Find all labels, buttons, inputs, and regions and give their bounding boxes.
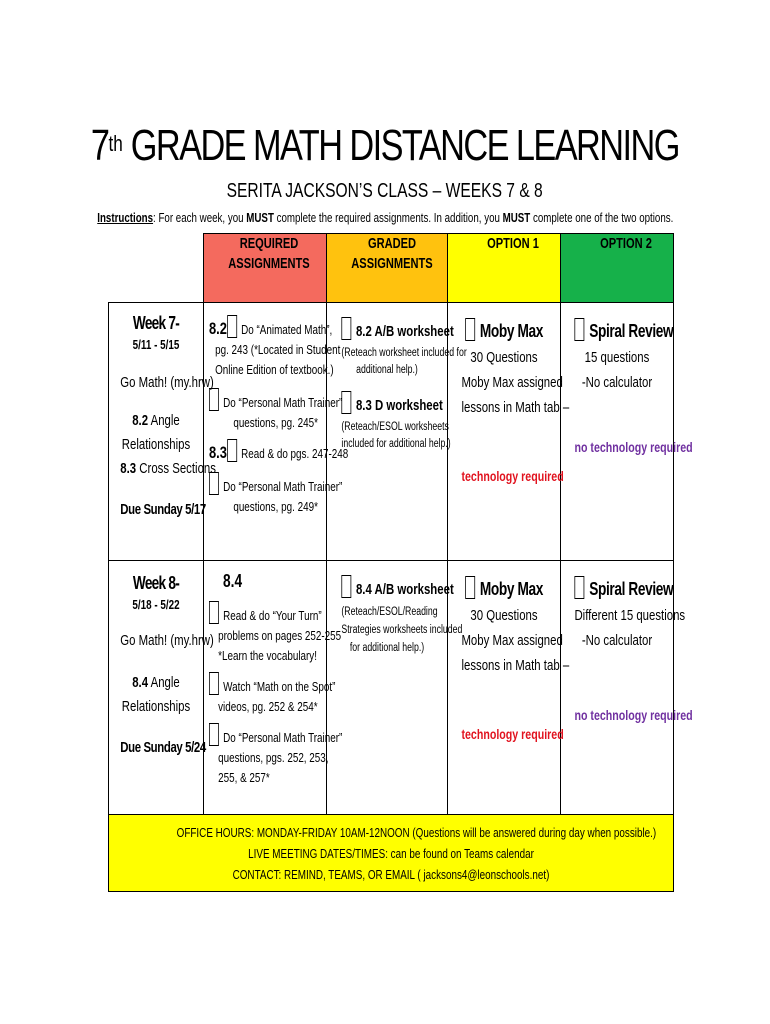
week-7-info-cell	[109, 303, 216, 561]
week-7-option-2-line-2: -No calculator	[581, 374, 653, 391]
checkbox-icon	[574, 576, 584, 599]
week-7-item-4-line-2: questions, pg. 249*	[233, 499, 318, 514]
week-8-item-1-line-1: Read & do “Your Turn”	[223, 608, 322, 623]
week-8-topic-1-number: 8.4	[132, 674, 149, 691]
week-7-worksheet-2	[341, 391, 443, 419]
week-7-option-2-title-text: Spiral Review	[589, 321, 674, 341]
assignment-table	[108, 233, 693, 892]
checkbox-icon	[227, 439, 237, 462]
week-8-technology-required: technology required	[461, 726, 564, 742]
week-8-resource: Go Math! (my.hrw)	[120, 632, 214, 649]
week-7-dates: 5/11 - 5/15	[132, 337, 180, 352]
week-7-item-3-number: 8.3	[209, 443, 227, 462]
header-row	[109, 234, 674, 303]
week-8-item-2-line-2: videos, pg. 252 & 254*	[218, 699, 318, 714]
week-8-item-1-line-2: problems on pages 252-255	[218, 628, 342, 643]
week-7-item-2-line-2: questions, pg. 245*	[233, 415, 318, 430]
week-7-topic-1-text: Angle	[148, 412, 180, 429]
header-option-2-label: OPTION 2	[600, 235, 652, 252]
week-7-worksheet-2-note-1: (Reteach/ESOL worksheets	[341, 421, 449, 433]
week-8-worksheet-1-note-1: (Reteach/ESOL/Reading	[341, 606, 438, 618]
week-7-worksheet-1	[341, 317, 454, 345]
header-graded-assignments	[327, 234, 448, 303]
checkbox-icon	[227, 315, 237, 338]
week-8-item-1-line-3: *Learn the vocabulary!	[218, 648, 317, 663]
subtitle-text: SERITA JACKSON’S CLASS – WEEKS 7 & 8	[226, 180, 544, 202]
header-option-1-label: OPTION 1	[487, 235, 539, 252]
instructions-text-1: : For each week, you	[152, 211, 246, 225]
week-7-item-1-line-2: pg. 243 (*Located in Student	[215, 342, 341, 357]
week-7-worksheet-1-note-2: additional help.)	[356, 364, 418, 376]
week-8-required-item-1	[209, 601, 322, 626]
week-8-option-2-cell	[561, 561, 693, 815]
contact-line: CONTACT: REMIND, TEAMS, OR EMAIL ( jacksons4@leonschools.net)	[232, 866, 550, 882]
week-7-graded-cell	[327, 303, 467, 561]
checkbox-icon	[209, 672, 219, 695]
week-8-option-1-line-1: 30 Questions	[470, 607, 538, 624]
week-8-option-2-line-2: -No calculator	[581, 632, 653, 649]
page-title	[0, 120, 770, 172]
week-7-topic-1	[120, 409, 191, 433]
footer-row	[109, 815, 674, 892]
live-meeting-line: LIVE MEETING DATES/TIMES: can be found on Teams calendar	[248, 845, 534, 861]
week-8-topic-1	[120, 671, 191, 695]
week-8-option-1-title	[461, 575, 546, 603]
week-8-dates: 5/18 - 5/22	[132, 597, 180, 612]
week-8-worksheet-1	[341, 575, 454, 603]
week-7-option-1-title-text: Moby Max	[479, 321, 543, 341]
week-8-item-3-line-1: Do “Personal Math Trainer”	[223, 730, 343, 745]
checkbox-icon	[209, 723, 219, 746]
header-blank-cell	[109, 234, 204, 303]
week-8-due-date: Due Sunday 5/24	[120, 739, 206, 756]
week-8-worksheet-1-label: 8.4 A/B worksheet	[355, 581, 454, 598]
week-7-item-1-number: 8.2	[209, 319, 227, 338]
week-7-option-1-line-3: lessons in Math tab –	[461, 399, 570, 416]
checkbox-icon	[341, 391, 351, 414]
week-7-option-2-title	[574, 317, 674, 345]
week-7-required-item-4	[209, 472, 343, 497]
checkbox-icon	[465, 318, 475, 341]
week-7-option-2-cell	[561, 303, 693, 561]
week-8-option-1-title-text: Moby Max	[479, 579, 543, 599]
week-7-worksheet-1-note-1: (Reteach worksheet included for	[341, 347, 467, 359]
header-option-2	[561, 234, 674, 303]
week-8-item-3-line-2: questions, pgs. 252, 253,	[218, 750, 329, 765]
week-8-worksheet-1-note-3: for additional help.)	[349, 642, 425, 654]
week-7-option-1-cell	[448, 303, 570, 561]
checkbox-icon	[465, 576, 475, 599]
instructions-text-3: complete one of the two options.	[529, 211, 674, 225]
week-7-required-cell	[204, 303, 349, 561]
checkbox-icon	[341, 575, 351, 598]
page-subtitle	[0, 179, 770, 203]
header-option-1	[448, 234, 561, 303]
week-7-technology-required: technology required	[461, 468, 564, 484]
office-hours-line: OFFICE HOURS: MONDAY-FRIDAY 10AM-12NOON (Questions will be answered during day when possible.)	[176, 824, 657, 840]
week-7-due-date: Due Sunday 5/17	[120, 501, 206, 518]
week-8-label: Week 8-	[132, 573, 180, 593]
instructions-must-2: MUST	[502, 211, 530, 225]
week-8-topic-1-line2: Relationships	[121, 698, 191, 715]
week-8-item-2-line-1: Watch “Math on the Spot”	[223, 679, 336, 694]
week-7-option-1-line-1: 30 Questions	[470, 349, 538, 366]
week-8-graded-cell	[327, 561, 463, 815]
week-7-worksheet-2-label: 8.3 D worksheet	[355, 397, 443, 414]
week-8-info-cell	[109, 561, 214, 815]
week-8-required-heading: 8.4	[223, 571, 243, 591]
week-7-topic-1-number: 8.2	[132, 412, 149, 429]
week-7-topic-2-text: Cross Sections	[136, 460, 216, 477]
week-8-option-1-cell	[448, 561, 570, 815]
week-7-label: Week 7-	[132, 313, 180, 333]
header-graded-label: GRADED ASSIGNMENTS	[351, 235, 433, 272]
week-7-option-1-line-2: Moby Max assigned	[461, 374, 563, 391]
instructions-label: Instructions	[96, 211, 153, 225]
week-8-item-3-line-3: 255, & 257*	[218, 770, 270, 785]
week-7-item-2-line-1: Do “Personal Math Trainer”	[223, 395, 343, 410]
week-8-no-technology-required: no technology required	[574, 707, 693, 723]
week-8-required-cell	[204, 561, 343, 815]
week-7-worksheet-2-note-2: included for additional help.)	[341, 438, 451, 450]
office-hours-footer	[109, 815, 674, 892]
week-8-option-1-line-3: lessons in Math tab –	[461, 657, 570, 674]
week-7-topic-2	[120, 457, 216, 481]
week-7-item-3-line-1: Read & do pgs. 247-248	[241, 446, 349, 461]
week-7-topic-2-number: 8.3	[120, 460, 137, 477]
week-8-required-item-2	[209, 672, 336, 697]
week-7-option-2-line-1: 15 questions	[584, 349, 650, 366]
week-7-required-item-2	[209, 388, 343, 413]
title-superscript: th	[108, 131, 123, 156]
week-8-option-1-line-2: Moby Max assigned	[461, 632, 563, 649]
week-7-required-item-1	[209, 315, 333, 340]
instructions-text-2: complete the required assignments. In addition, you	[273, 211, 503, 225]
title-text: GRADE MATH DISTANCE LEARNING	[130, 121, 679, 170]
checkbox-icon	[209, 601, 219, 624]
header-required-assignments	[204, 234, 327, 303]
week-7-required-item-3	[209, 439, 349, 464]
week-8-row	[109, 561, 674, 815]
checkbox-icon	[209, 472, 219, 495]
week-8-option-2-title-text: Spiral Review	[589, 579, 674, 599]
week-7-resource: Go Math! (my.hrw)	[120, 374, 214, 391]
week-7-option-1-title	[461, 317, 546, 345]
week-8-option-2-line-1: Different 15 questions	[574, 607, 686, 624]
week-8-topic-1-text: Angle	[148, 674, 180, 691]
week-7-item-1-line-1: Do “Animated Math”,	[241, 322, 333, 337]
header-required-label: REQUIRED ASSIGNMENTS	[228, 235, 310, 272]
instructions-must-1: MUST	[245, 211, 274, 225]
week-7-worksheet-1-label: 8.2 A/B worksheet	[355, 323, 454, 340]
week-8-option-2-title	[574, 575, 674, 603]
week-7-topic-1-line2: Relationships	[121, 436, 191, 453]
week-7-row	[109, 303, 674, 561]
checkbox-icon	[341, 317, 351, 340]
week-8-worksheet-1-note-2: Strategies worksheets included	[341, 624, 463, 636]
week-7-no-technology-required: no technology required	[574, 439, 693, 455]
week-7-item-1-line-3: Online Edition of textbook.)	[215, 362, 334, 377]
checkbox-icon	[574, 318, 584, 341]
title-grade-number: 7	[91, 121, 109, 170]
week-7-item-4-line-1: Do “Personal Math Trainer”	[223, 479, 343, 494]
instructions	[0, 210, 770, 226]
checkbox-icon	[209, 388, 219, 411]
week-8-required-item-3	[209, 723, 343, 748]
